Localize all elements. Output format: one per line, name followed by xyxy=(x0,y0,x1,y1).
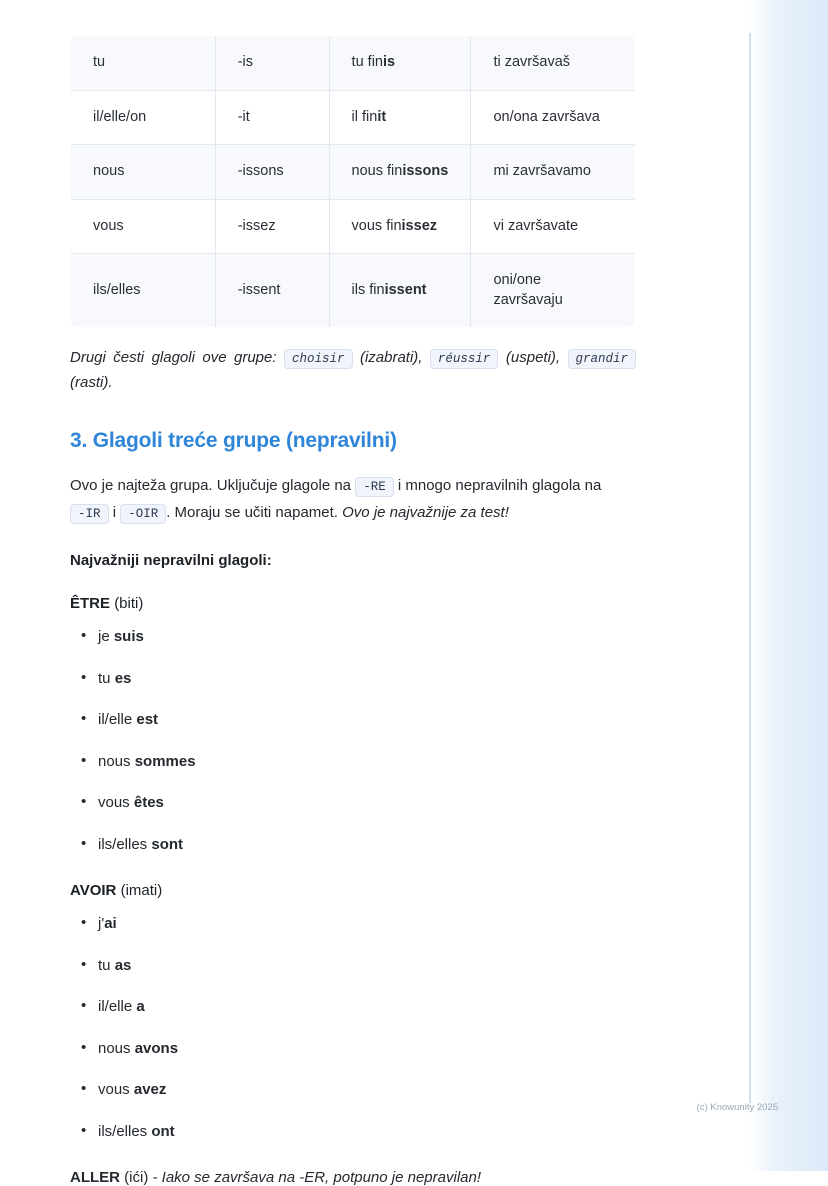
lead-text-4: . Moraju se učiti napamet. xyxy=(166,503,338,521)
form-verb: es xyxy=(114,669,132,687)
cell-ending: -issent xyxy=(215,254,329,328)
rail-divider xyxy=(749,33,751,1103)
form-pronoun: il/elle xyxy=(98,711,137,729)
list-item xyxy=(98,751,636,774)
cell-pronoun: ils/elles xyxy=(71,254,216,328)
section-heading: 3. Glagoli treće grupe (nepravilni) xyxy=(70,428,397,452)
form-verb: avez xyxy=(133,1081,167,1099)
table-row xyxy=(71,254,636,328)
table-row xyxy=(71,90,636,145)
form-verb: a xyxy=(136,998,145,1016)
avoir-forms-list xyxy=(70,913,636,1143)
other-verbs-intro: Drugi česti glagoli ove grupe: xyxy=(70,349,277,367)
cell-pronoun: tu xyxy=(71,36,216,91)
code-choisir: choisir xyxy=(284,349,353,369)
list-item xyxy=(98,668,636,691)
form-pronoun: tu xyxy=(98,956,115,974)
cell-translation: mi završavamo xyxy=(471,145,636,200)
copyright-notice: (c) Knowunity 2025 xyxy=(696,1102,778,1113)
code-oir: -OIR xyxy=(120,504,166,524)
form-verb: suis xyxy=(113,628,144,646)
verb-heading-aller xyxy=(70,1169,636,1186)
document-content xyxy=(70,0,636,1186)
form-verb: avons xyxy=(134,1039,179,1057)
verb-title: ALLER xyxy=(70,1169,120,1186)
other-verbs-paragraph xyxy=(70,346,636,395)
verb-gloss: (imati) xyxy=(120,882,163,900)
verb-note: - Iako se završava na -ER, potpuno je nepravilan! xyxy=(148,1169,482,1186)
cell-form xyxy=(329,199,471,254)
form-ending: it xyxy=(377,108,387,125)
form-stem: nous fin xyxy=(351,163,403,180)
form-pronoun: nous xyxy=(98,752,135,770)
list-item xyxy=(98,834,636,857)
cell-translation: on/ona završava xyxy=(471,90,636,145)
cell-translation: vi završavate xyxy=(471,199,636,254)
form-pronoun: je xyxy=(98,628,114,646)
code-reussir: réussir xyxy=(430,349,499,369)
form-pronoun: il/elle xyxy=(98,998,137,1016)
verb-heading-etre xyxy=(70,595,636,612)
verb-heading-avoir xyxy=(70,882,636,899)
form-verb: êtes xyxy=(133,794,164,812)
form-stem: vous fin xyxy=(351,217,402,234)
table-row xyxy=(71,199,636,254)
code-ir: -IR xyxy=(70,504,109,524)
form-verb: sommes xyxy=(134,752,196,770)
table-row xyxy=(71,36,636,91)
lead-text-3: i xyxy=(112,503,117,521)
gloss-reussir: (uspeti), xyxy=(505,349,561,367)
list-item xyxy=(98,709,636,732)
code-re: -RE xyxy=(355,477,394,497)
verb-gloss: (ići) xyxy=(124,1169,149,1186)
form-pronoun: j' xyxy=(98,915,105,933)
cell-ending: -is xyxy=(215,36,329,91)
lead-text-2: i mnogo nepravilnih glagola na xyxy=(397,476,602,494)
form-verb: ai xyxy=(104,915,117,933)
form-verb: est xyxy=(136,711,159,729)
form-pronoun: ils/elles xyxy=(98,835,152,853)
verb-title: AVOIR xyxy=(70,882,117,900)
gloss-choisir: (izabrati), xyxy=(359,349,423,367)
cell-form xyxy=(329,254,471,328)
lead-emphasis: Ovo je najvažnije za test! xyxy=(342,503,509,521)
form-pronoun: nous xyxy=(98,1039,135,1057)
cell-form xyxy=(329,145,471,200)
form-ending: is xyxy=(382,54,396,70)
conjugation-table xyxy=(70,35,636,328)
cell-ending: -issez xyxy=(215,199,329,254)
form-pronoun: ils/elles xyxy=(98,1122,152,1140)
form-stem: tu fin xyxy=(351,54,383,70)
form-pronoun: tu xyxy=(98,669,115,687)
form-stem: il fin xyxy=(351,108,378,125)
list-item xyxy=(98,996,636,1019)
cell-form xyxy=(329,36,471,91)
lead-text-1: Ovo je najteža grupa. Uključuje glagole na xyxy=(70,476,352,494)
form-ending: issons xyxy=(402,163,449,180)
form-ending: issent xyxy=(384,282,427,299)
cell-form xyxy=(329,90,471,145)
verb-title: ÊTRE xyxy=(70,595,111,613)
list-item xyxy=(98,913,636,936)
right-rail xyxy=(750,0,828,1171)
form-verb: as xyxy=(114,956,132,974)
verb-gloss: (biti) xyxy=(114,595,144,613)
list-item xyxy=(98,626,636,649)
table-row xyxy=(71,145,636,200)
gloss-grandir: (rasti). xyxy=(70,373,113,391)
cell-pronoun: nous xyxy=(71,145,216,200)
form-pronoun: vous xyxy=(98,794,134,812)
form-pronoun: vous xyxy=(98,1081,134,1099)
cell-ending: -it xyxy=(215,90,329,145)
list-item xyxy=(98,1121,636,1144)
etre-forms-list xyxy=(70,626,636,856)
list-item xyxy=(98,955,636,978)
form-verb: ont xyxy=(151,1122,175,1140)
subsection-heading: Najvažniji nepravilni glagoli: xyxy=(70,552,272,570)
section-lead xyxy=(70,473,636,526)
cell-pronoun: vous xyxy=(71,199,216,254)
form-ending: issez xyxy=(401,217,438,234)
code-grandir: grandir xyxy=(568,349,637,369)
cell-translation: oni/one završavaju xyxy=(471,254,636,328)
form-stem: ils fin xyxy=(351,282,385,299)
form-verb: sont xyxy=(151,835,184,853)
cell-translation: ti završavaš xyxy=(471,36,636,91)
cell-pronoun: il/elle/on xyxy=(71,90,216,145)
list-item xyxy=(98,792,636,815)
list-item xyxy=(98,1079,636,1102)
cell-ending: -issons xyxy=(215,145,329,200)
list-item xyxy=(98,1038,636,1061)
